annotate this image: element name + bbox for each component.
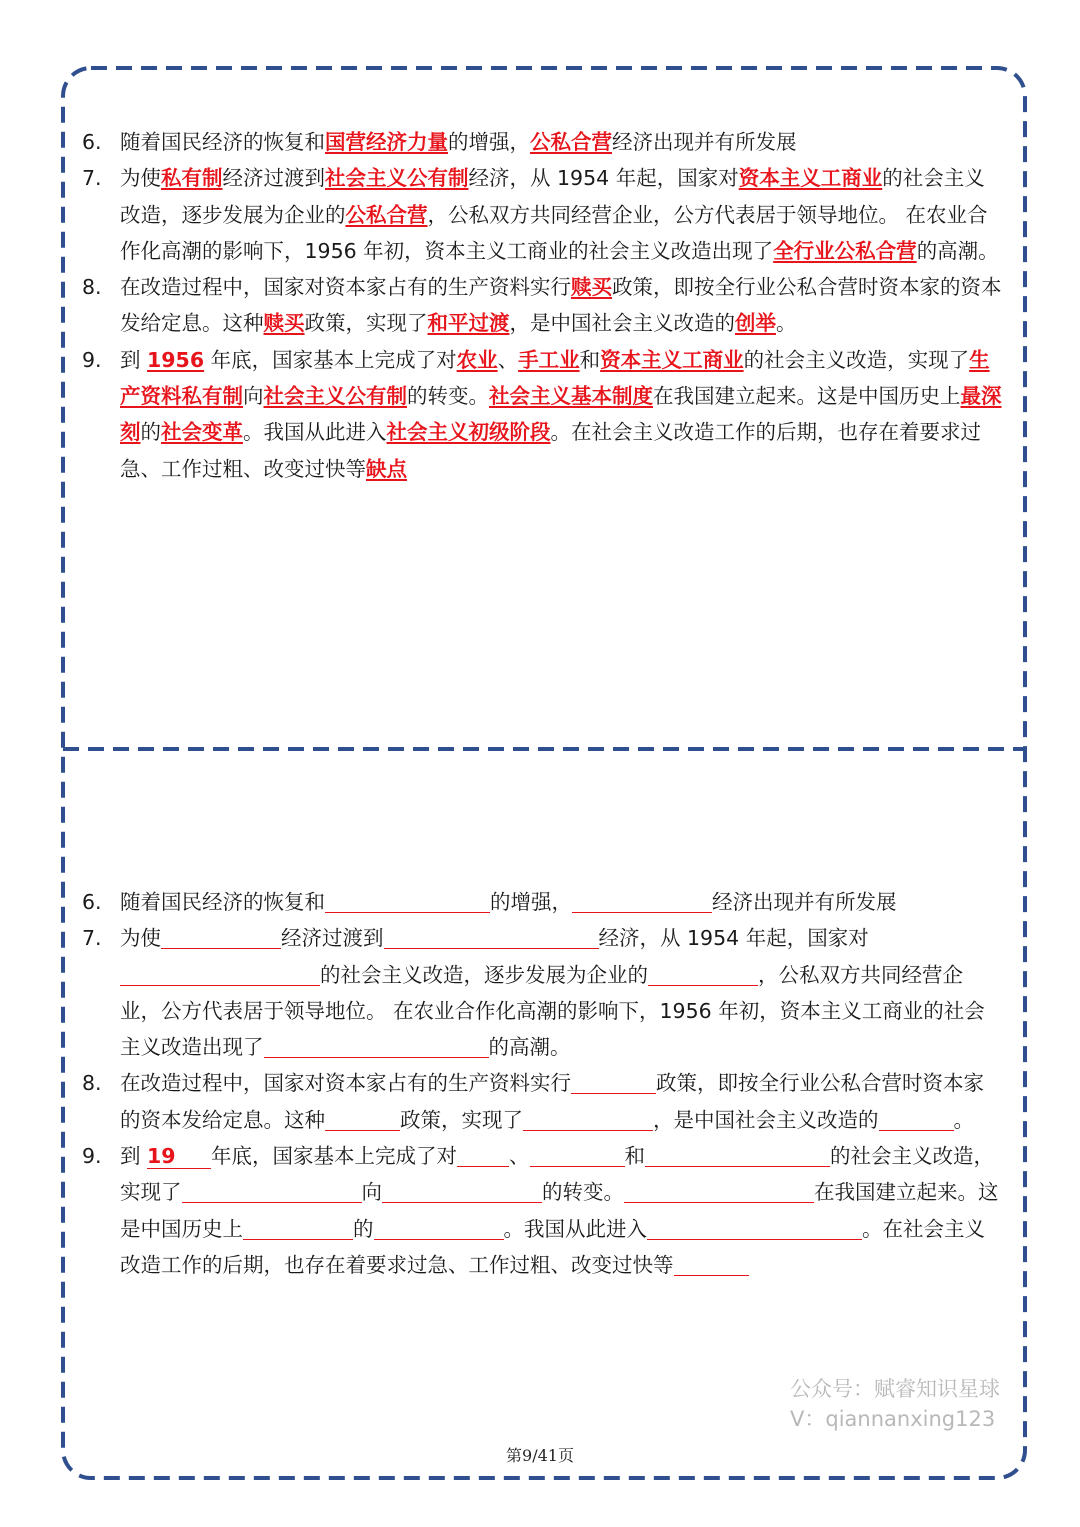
answer-highlight: 手工业 — [518, 347, 580, 372]
answer-highlight: 资本主义工商业 — [738, 166, 883, 191]
answer-highlight: 社会主义公有制 — [263, 384, 407, 409]
fill-blank[interactable] — [382, 1177, 542, 1203]
fill-blank[interactable] — [374, 1214, 504, 1240]
fill-blank[interactable] — [571, 1068, 656, 1094]
answer-highlight: 最深刻 — [120, 384, 1002, 445]
blank-item-8: 8. 在改造过程中，国家对资本家占有的生产资料实行 政策，即按全行业公私合营时资本家的资本发给定息。这种 政策，实现了 ，是中国社会主义改造的 。 — [78, 1065, 1003, 1138]
fill-blank[interactable] — [384, 923, 599, 949]
answer-highlight: 私有制 — [161, 166, 223, 191]
blank-item-6: 6. 随着国民经济的恢复和 的增强， 经济出现并有所发展 — [78, 884, 1003, 920]
fill-blank[interactable] — [457, 1141, 509, 1167]
fill-blank[interactable] — [523, 1105, 653, 1131]
watermark — [790, 1374, 1000, 1434]
fill-blank[interactable] — [624, 1177, 814, 1203]
answer-highlight: 社会变革 — [161, 420, 243, 445]
fill-blank[interactable] — [530, 1141, 625, 1167]
answer-highlight: 国营经济力量 — [325, 130, 448, 154]
answer-highlight: 生产资料私有制 — [120, 347, 990, 409]
fill-blank[interactable] — [264, 1032, 489, 1058]
fill-blank[interactable] — [120, 960, 320, 986]
fill-blank-partial[interactable]: 19 — [147, 1144, 211, 1169]
item-number: 9. — [82, 1144, 102, 1169]
answer-highlight: 公私合营 — [345, 202, 428, 227]
item-number: 7. — [82, 926, 102, 951]
answer-highlight: 社会主义初级阶段 — [386, 420, 551, 445]
blank-item-9: 9. 到 19 年底，国家基本上完成了对 、 和 的社会主义改造，实现了 向 的转变。 在我国建立起来。这是中国历史上 的 。我国从此进入 。在社会主义改造工作的后期，也存在着要求过急、工作过粗、改变过快等 — [78, 1138, 1003, 1283]
item-number: 9. — [82, 347, 102, 372]
fill-blank[interactable] — [648, 960, 758, 986]
watermark-wechat: V：qiannanxing123 — [790, 1407, 996, 1431]
fill-blank[interactable] — [674, 1250, 749, 1276]
answer-highlight: 全行业公私合营 — [773, 238, 917, 263]
page-number: 第9/41页 — [506, 1446, 574, 1465]
blank-item-7: 7. 为使 经济过渡到 经济，从 1954 年起，国家对的社会主义改造，逐步发展为企业的 ，公私双方共同经营企业，公方代表居于领导地位。 在农业合作化高潮的影响下，1956 年初，资本主义工商业的社会主义改造出现了 的高潮。 — [78, 920, 1003, 1065]
answer-item-8: 8. 在改造过程中，国家对资本家占有的生产资料实行赎买政策，即按全行业公私合营时资本家的资本发给定息。这种赎买政策，实现了和平过渡，是中国社会主义改造的创举。 — [78, 269, 1003, 342]
fill-blank[interactable] — [325, 1105, 400, 1131]
fill-blank[interactable] — [243, 1214, 353, 1240]
answer-highlight: 缺点 — [366, 456, 407, 481]
watermark-account: 公众号：赋睿知识星球 — [790, 1377, 1000, 1401]
answer-section — [78, 124, 1003, 487]
answer-item-6: 6. 随着国民经济的恢复和国营经济力量的增强，公私合营经济出现并有所发展 — [78, 124, 1003, 160]
answer-highlight: 公私合营 — [530, 130, 612, 154]
answer-highlight: 赎买 — [571, 275, 612, 300]
fill-blank[interactable] — [161, 923, 281, 949]
answer-item-7: 7. 为使私有制经济过渡到社会主义公有制经济，从 1954 年起，国家对资本主义工商业的社会主义改造，逐步发展为企业的公私合营，公私双方共同经营企业，公方代表居于领导地位。 在农业合作化高潮的影响下，1956 年初，资本主义工商业的社会主义改造出现了全行业公私合营的高潮。 — [78, 160, 1003, 269]
fill-blank[interactable] — [572, 887, 712, 913]
answer-highlight: 和平过渡 — [427, 311, 510, 336]
fill-blank[interactable] — [325, 887, 490, 913]
answer-highlight: 社会主义公有制 — [325, 166, 469, 191]
item-number: 6. — [82, 890, 102, 914]
fill-blank[interactable] — [182, 1177, 362, 1203]
item-number: 8. — [82, 1071, 102, 1096]
answer-highlight: 1956 — [147, 347, 205, 372]
item-number: 7. — [82, 166, 102, 191]
fill-blank[interactable] — [645, 1141, 830, 1167]
answer-highlight: 赎买 — [263, 311, 305, 336]
answer-highlight: 社会主义基本制度 — [489, 384, 653, 409]
fill-blank[interactable] — [879, 1105, 954, 1131]
blank-section — [78, 884, 1003, 1283]
answer-highlight: 资本主义工商业 — [600, 347, 744, 372]
fill-blank[interactable] — [647, 1214, 862, 1240]
item-number: 6. — [82, 130, 102, 154]
item-number: 8. — [82, 275, 102, 300]
answer-highlight: 农业 — [456, 347, 498, 372]
answer-item-9: 9. 到 1956 年底，国家基本上完成了对农业、手工业和资本主义工商业的社会主义改造，实现了生产资料私有制向社会主义公有制的转变。社会主义基本制度在我国建立起来。这是中国历史上最深刻的社会变革。我国从此进入社会主义初级阶段。在社会主义改造工作的后期，也存在着要求过急、工作过粗、改变过快等缺点 — [78, 342, 1003, 487]
answer-highlight: 创举 — [735, 311, 776, 336]
